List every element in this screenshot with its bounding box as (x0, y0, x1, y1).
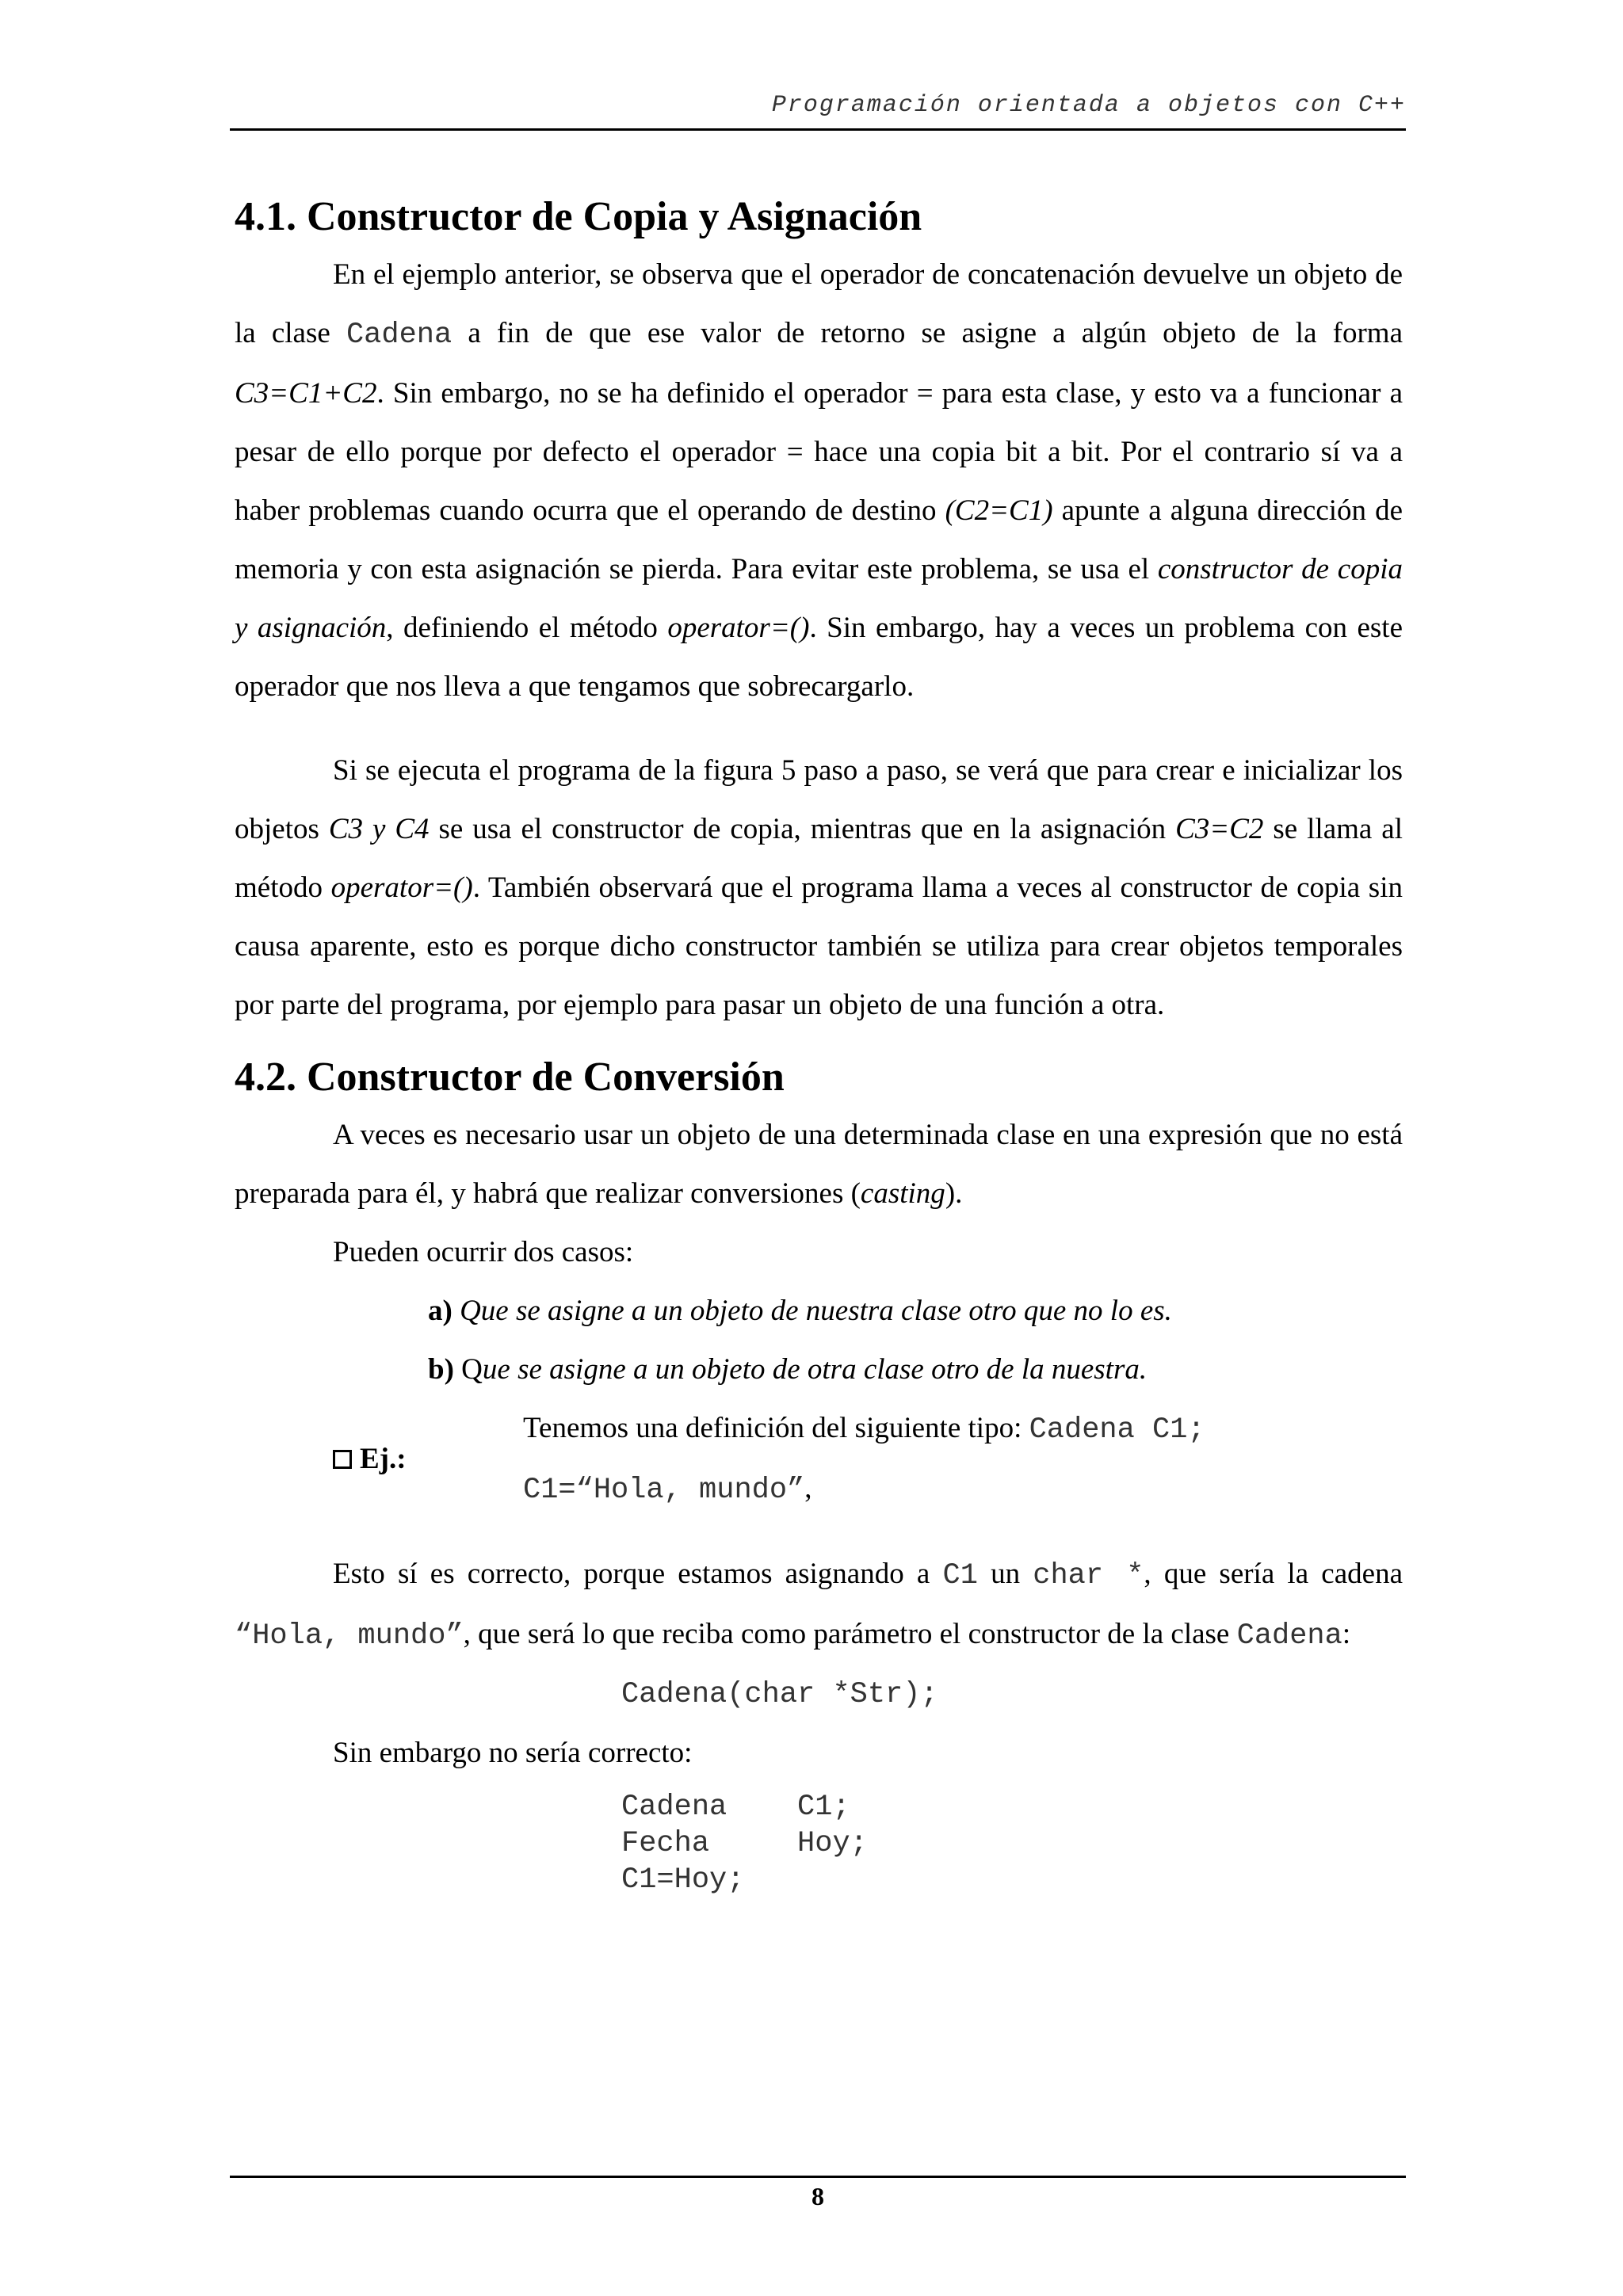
not-correct-intro: Sin embargo no sería correcto: (333, 1737, 693, 1769)
code-line: Cadena C1; (621, 1791, 850, 1824)
running-header: Programación orientada a objetos con C++ (771, 92, 1406, 119)
paragraph-copy-constructor-1: En el ejemplo anterior, se observa que el operador de concatenación devuelve un objeto de la clase Cadena a fin de que ese valor de retorno se asigne a algún objeto de la forma C3=C1+C2. Sin embargo, no se ha definido el operador = para esta clase, y esto va a funcionar a pesar de ello porque por defecto el operador = hace una copia bit a bit. Por el contrario sí va a haber problemas cuando ocurra que el operando de destino (C2=C1) apunte a alguna dirección de memoria y con esta asignación se pierda. Para evitar este problema, se usa el constructor de copia y asignación, definiendo el método operator=(). Sin embargo, hay a veces un problema con este operador que nos lleva a que tengamos que sobrecargarlo. (235, 258, 1403, 703)
example-label: Ej.: (333, 1399, 523, 1520)
page-content (235, 189, 1403, 1898)
example-row (235, 1399, 1403, 1520)
paragraph-conversion-2: Esto sí es correcto, porque estamos asignando a C1 un char *, que sería la cadena “Hola, mundo”, que será lo que reciba como parámetro el constructor de la clase Cadena: (235, 1558, 1403, 1653)
cases-intro: Pueden ocurrir dos casos: (333, 1236, 634, 1268)
section-heading-4-2: 4.2. Constructor de Conversión (235, 1055, 785, 1100)
case-a: a) Que se asigne a un objeto de nuestra clase otro que no lo es. (428, 1295, 1172, 1327)
code-block-example (235, 1789, 1403, 1898)
paragraph-conversion-1: A veces es necesario usar un objeto de una determinada clase en una expresión que no está preparada para él, y habrá que realizar conversiones (casting). (235, 1119, 1403, 1210)
paragraph-copy-constructor-2: Si se ejecuta el programa de la figura 5 paso a paso, se verá que para crear e inicializar los objetos C3 y C4 se usa el constructor de copia, mientras que en la asignación C3=C2 se llama al método operator=(). También observará que el programa llama a veces al constructor de copia sin causa aparente, esto es porque dicho constructor también se utiliza para crear objetos temporales por parte del programa, por ejemplo para pasar un objeto de una función a otra. (235, 754, 1403, 1021)
code-line: Fecha Hoy; (621, 1827, 868, 1860)
code-constructor-signature: Cadena(char *Str); (621, 1678, 938, 1711)
page-number: 8 (812, 2182, 824, 2210)
section-heading-4-1: 4.1. Constructor de Copia y Asignación (235, 194, 922, 239)
header-rule (230, 128, 1406, 131)
footer-rule (230, 2176, 1406, 2178)
case-b: b) Que se asigne a un objeto de otra clase otro de la nuestra. (428, 1353, 1148, 1386)
example-body: Tenemos una definición del siguiente tipo: Cadena C1; C1=“Hola, mundo”, (523, 1412, 1205, 1507)
code-line: C1=Hoy; (621, 1863, 745, 1897)
checkbox-bullet-icon (333, 1450, 352, 1469)
